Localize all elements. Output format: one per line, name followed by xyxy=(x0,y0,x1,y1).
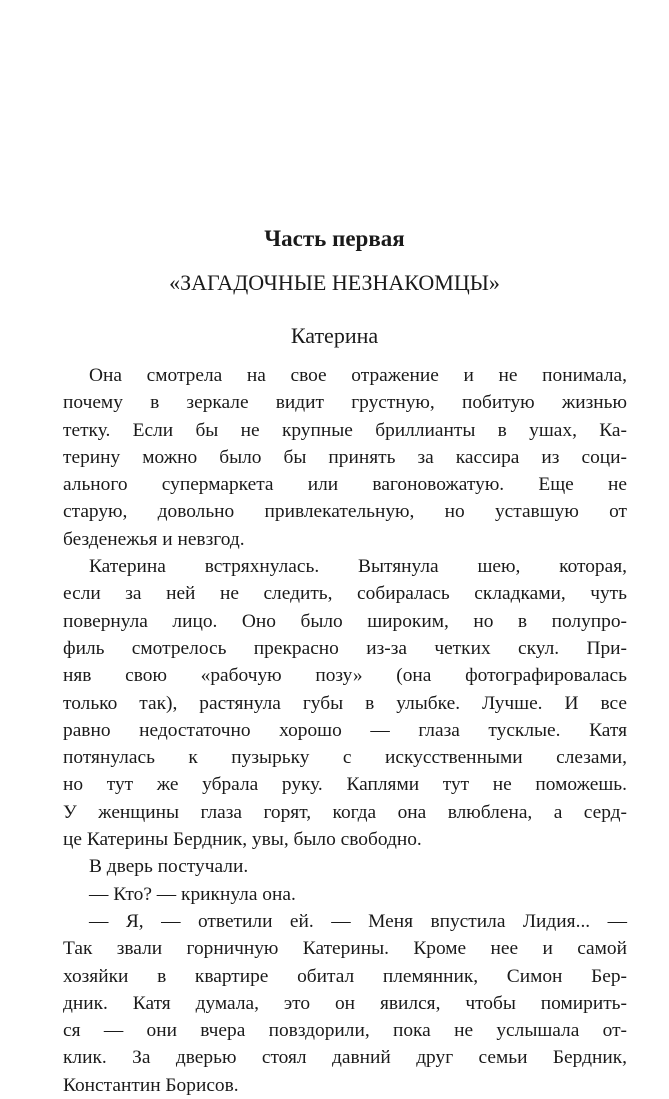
text-line: дник. Катя думала, это он явился, чтобы помирить- xyxy=(63,992,627,1014)
text-line: почему в зеркале видит грустную, побитую жизнью xyxy=(63,392,627,414)
text-line: ся — они вчера повздорили, пока не услышала от- xyxy=(63,1020,627,1042)
text-line: старую, довольно привлекательную, но уставшую от xyxy=(63,501,627,523)
text-line: Она смотрела на свое отражение и не понимала, xyxy=(89,365,627,386)
text-line: потянулась к пузырьку с искусственными слезами, xyxy=(63,747,627,769)
text-line: терину можно было бы принять за кассира из соци- xyxy=(63,446,627,468)
chapter-text xyxy=(63,362,627,1099)
text-line: ального супермаркета или вагоновожатую. Еще не xyxy=(63,474,627,496)
text-line: хозяйки в квартире обитал племянник, Симон Бер- xyxy=(63,965,627,987)
text-line: только так), растянула губы в улыбке. Лучше. И все xyxy=(63,692,627,714)
text-line: если за ней не следить, собиралась складками, чуть xyxy=(63,583,627,605)
text-line: — Кто? — крикнула она. xyxy=(89,883,296,905)
text-line: Катерина встряхнулась. Вытянула шею, которая, xyxy=(89,556,627,578)
text-line: — Я, — ответили ей. — Меня впустила Лидия... — xyxy=(89,910,627,932)
text-line: це Катерины Бердник, увы, было свободно. xyxy=(63,829,422,851)
text-line: филь смотрелось прекрасно из-за четких скул. При- xyxy=(63,637,627,659)
part-title: Часть первая xyxy=(264,226,405,251)
text-line: В дверь постучали. xyxy=(89,856,249,878)
text-line: равно недостаточно хорошо — глаза тусклые. Катя xyxy=(63,719,627,741)
text-line: безденежья и невзгод. xyxy=(63,528,245,550)
text-line: Константин Борисов. xyxy=(63,1074,239,1096)
text-line: У женщины глаза горят, когда она влюблена, а серд- xyxy=(63,801,627,823)
text-line: клик. За дверью стоял давний друг семьи Бердник, xyxy=(63,1047,627,1069)
part-subtitle: «ЗАГАДОЧНЫЕ НЕЗНАКОМЦЫ» xyxy=(169,270,500,295)
text-line: но тут же убрала руку. Каплями тут не поможешь. xyxy=(63,774,627,796)
text-line: няв свою «рабочую позу» (она фотографировалась xyxy=(63,665,627,687)
chapter-title: Катерина xyxy=(290,323,379,348)
text-line: повернула лицо. Оно было широким, но в полупро- xyxy=(63,610,627,632)
text-line: тетку. Если бы не крупные бриллианты в ушах, Ка- xyxy=(63,419,627,441)
text-line: Так звали горничную Катерины. Кроме нее и самой xyxy=(63,938,627,960)
